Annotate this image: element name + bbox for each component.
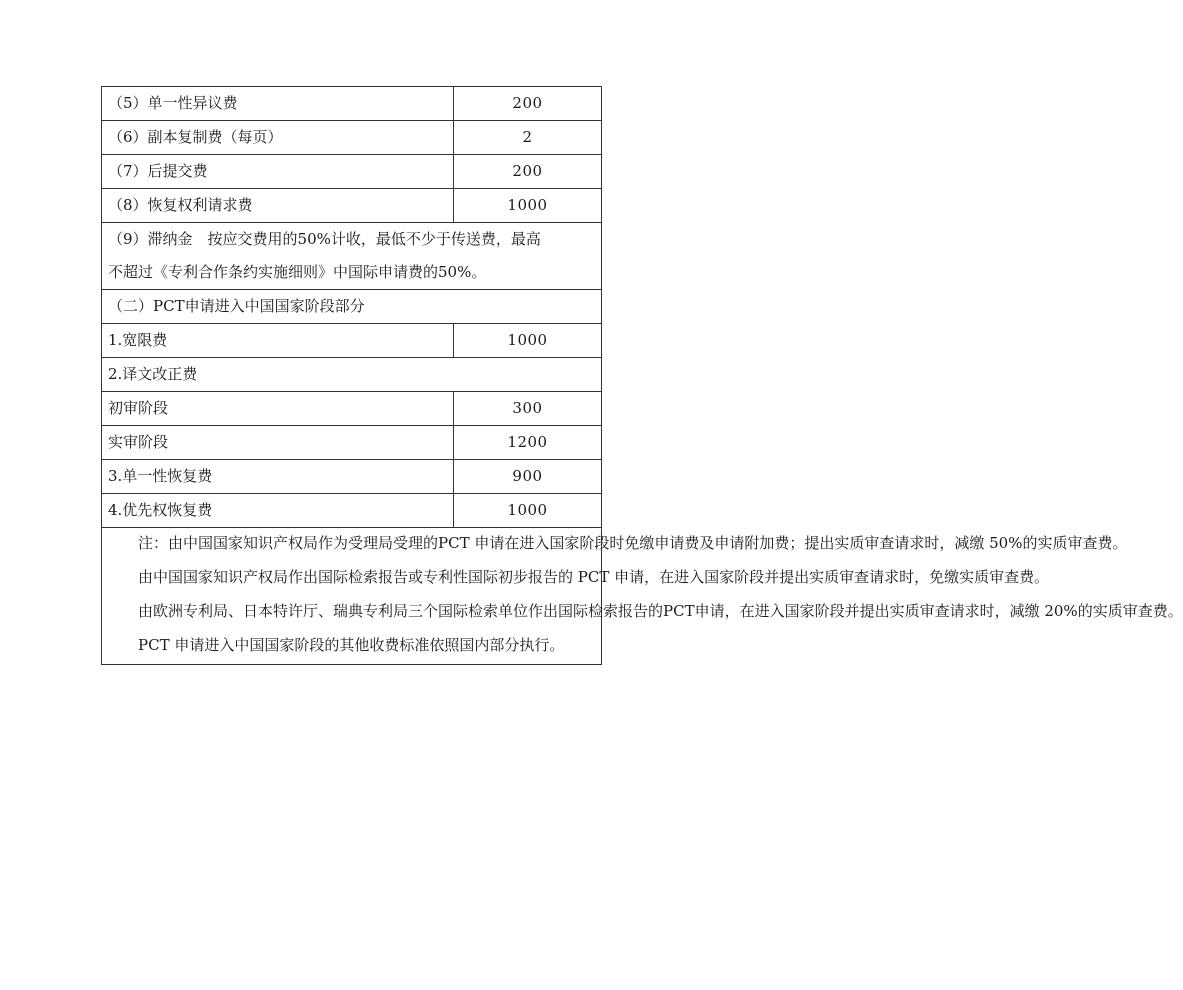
fee-amount: 1000	[454, 324, 602, 358]
notes-row	[102, 528, 602, 665]
fee-amount: 300	[454, 392, 602, 426]
note-paragraph: 由中国国家知识产权局作出国际检索报告或专利性国际初步报告的 PCT 申请，在进入国家阶段并提出实质审查请求时，免缴实质审查费。	[138, 568, 1050, 586]
notes-cell	[102, 528, 1183, 665]
fee-amount: 1000	[454, 189, 602, 223]
table-row	[102, 324, 602, 358]
fee-document	[101, 86, 1183, 665]
table-row	[102, 494, 602, 528]
fee-item: 实审阶段	[102, 426, 454, 460]
late-fee-line-2: 不超过《专利合作条约实施细则》中国际申请费的50%。	[108, 263, 487, 281]
fee-amount: 1000	[454, 494, 602, 528]
table-row	[102, 155, 602, 189]
late-fee-line-1: （9）滞纳金 按应交费用的50%计收，最低不少于传送费，最高	[108, 230, 541, 248]
fee-item: （8）恢复权利请求费	[102, 189, 454, 223]
table-row	[102, 87, 602, 121]
late-fee-text	[102, 223, 602, 290]
section-title-row	[102, 290, 602, 324]
table-row	[102, 121, 602, 155]
fee-item: （6）副本复制费（每页）	[102, 121, 454, 155]
table-row	[102, 460, 602, 494]
table-row	[102, 426, 602, 460]
table-row	[102, 189, 602, 223]
fee-amount: 2	[454, 121, 602, 155]
fee-item: 初审阶段	[102, 392, 454, 426]
note-paragraph: 注：由中国国家知识产权局作为受理局受理的PCT 申请在进入国家阶段时免缴申请费及申请附加费；提出实质审查请求时，减缴 50%的实质审查费。	[138, 534, 1128, 552]
note-paragraph: PCT 申请进入中国国家阶段的其他收费标准依照国内部分执行。	[138, 636, 565, 654]
subsection-title-row	[102, 358, 602, 392]
fee-amount: 1200	[454, 426, 602, 460]
fee-item: 4.优先权恢复费	[102, 494, 454, 528]
late-fee-row	[102, 223, 602, 290]
subsection-title: 2.译文改正费	[102, 358, 602, 392]
fee-item: （5）单一性异议费	[102, 87, 454, 121]
fee-item: 1.宽限费	[102, 324, 454, 358]
note-paragraph: 由欧洲专利局、日本特许厅、瑞典专利局三个国际检索单位作出国际检索报告的PCT申请，在进入国家阶段并提出实质审查请求时，减缴 20%的实质审查费。	[138, 602, 1183, 620]
fee-amount: 200	[454, 87, 602, 121]
fee-amount: 900	[454, 460, 602, 494]
fee-table	[101, 86, 1183, 665]
fee-amount: 200	[454, 155, 602, 189]
fee-item: 3.单一性恢复费	[102, 460, 454, 494]
section-title: （二）PCT申请进入中国国家阶段部分	[102, 290, 602, 324]
table-row	[102, 392, 602, 426]
fee-item: （7）后提交费	[102, 155, 454, 189]
